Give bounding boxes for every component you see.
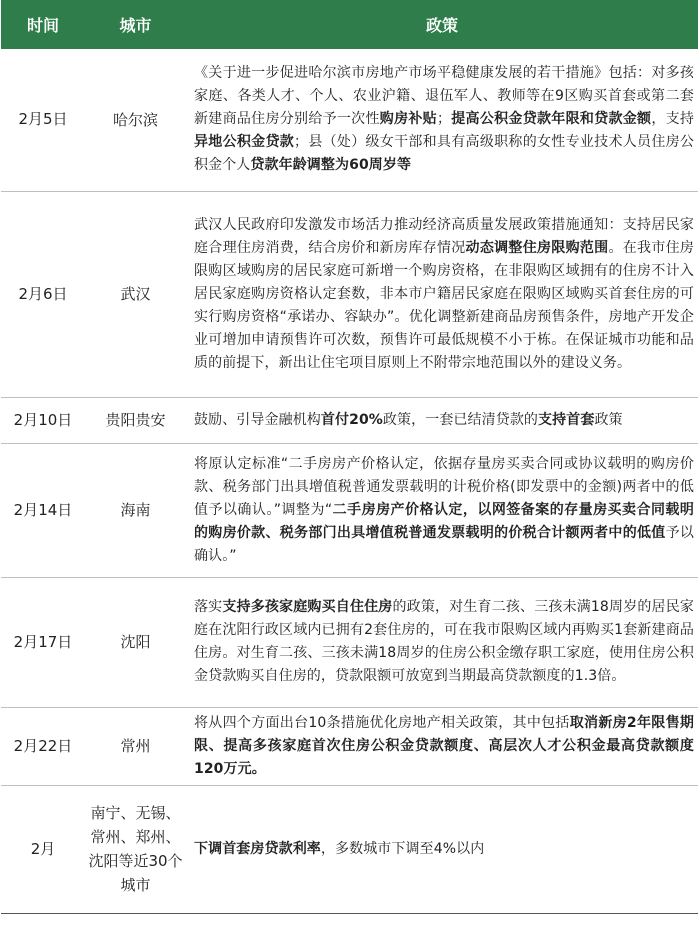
table-body	[1, 49, 698, 913]
row-date: 2月14日	[13, 500, 73, 519]
policy-text-bold: 首付20%	[320, 411, 383, 428]
row-policy	[186, 191, 698, 397]
policy-text-bold: 贷款年龄调整为60周岁等	[250, 157, 412, 174]
table-row	[1, 49, 698, 191]
row-policy	[186, 577, 698, 707]
row-policy	[186, 443, 698, 577]
row-city: 沈阳	[120, 633, 151, 651]
policy-text-bold: 支持多孩家庭购买自住住房	[222, 599, 393, 615]
row-date: 2月22日	[13, 736, 73, 755]
policy-text: 武汉人民政府印发激发市场活力推动经济高质量发展政策措施通知：支持居民家庭合理住房消费，结合房价和新房库存情况	[194, 216, 694, 256]
header-policy: 政策	[186, 0, 698, 49]
row-policy	[186, 397, 698, 443]
policy-text-bold: 支持首套	[538, 411, 595, 428]
policy-text-bold: 下调首套房贷款利率	[194, 840, 321, 857]
policy-text-bold: 二手房房产价格认定，以网签备案的存量房买卖合同载明的购房价款、税务部门出具增值税普通发票载明的价税合计额两者中的低值	[194, 501, 695, 541]
table-row	[1, 443, 698, 577]
policy-text-bold: 取消新房2年限售期限、提高多孩家庭首次住房公积金贷款额度、高层次人才公积金最高贷款额度120万元。	[194, 714, 694, 777]
row-date: 2月6日	[18, 284, 68, 303]
row-date: 2月5日	[18, 110, 68, 129]
policy-text: 政策，一套已结清贷款的	[382, 411, 539, 428]
policy-text: 《关于进一步促进哈尔滨市房地产市场平稳健康发展的若干措施》包括：对多孩家庭、各类人才、个人、农业沪籍、退伍军人、教师等在9区购买首套或第二套新建商品住房分别给予一次性	[194, 65, 694, 128]
policy-text: 将从四个方面出台10条措施优化房地产相关政策，其中包括	[194, 714, 570, 731]
table-row	[1, 707, 698, 785]
row-city: 海南	[120, 501, 151, 519]
policy-text: ，多数城市下调至4%以内	[320, 840, 485, 857]
policy-text: 鼓励、引导金融机构	[194, 411, 321, 428]
table-row	[1, 397, 698, 443]
policy-text: 予以确认。”	[194, 524, 694, 564]
table-row	[1, 191, 698, 397]
policy-text: 落实	[194, 599, 223, 615]
policy-text-bold: 提高公积金贷款年限和贷款金额	[451, 111, 652, 128]
row-policy	[186, 707, 698, 785]
row-city: 武汉	[120, 285, 151, 303]
row-city: 哈尔滨	[112, 110, 158, 129]
policy-text: 将原认定标准“二手房房产价格认定，依据存量房买卖合同或协议载明的购房价款、税务部门出具增值税普通发票载明的计税价格(即发票中的金额)两者中的低值予以确认。”调整为“	[194, 455, 694, 518]
row-date: 2月	[30, 839, 56, 858]
header-row	[1, 0, 698, 49]
table-row	[1, 577, 698, 707]
table-row	[1, 785, 698, 913]
policy-text: ，支持	[651, 111, 694, 128]
policy-text-bold: 动态调整住房限购范围	[465, 239, 609, 256]
policy-text: 的政策，对生育二孩、三孩未满18周岁的居民家庭在沈阳行政区域内已拥有2套住房的，可在我市限购区域内再购买1套新建商品住房。对生育二孩、三孩未满18周岁的住房公积金缴存职工家庭，使用住房公积金贷款购买自住房的，贷款限额可放宽到当期最高贷款额度的1.3倍。	[194, 599, 694, 684]
row-policy	[186, 785, 698, 913]
row-city: 南宁、无锡、常州、郑州、沈阳等近30个城市	[88, 804, 183, 894]
header-date: 时间	[1, 0, 85, 49]
policy-text: 。在我市住房限购区域购房的居民家庭可新增一个购房资格，在非限购区域拥有的住房不计入居民家庭购房资格认定套数，非本市户籍居民家庭在限购区域购买首套住房的可实行购房资格“承诺办、容缺办”。优化调整新建商品房预售条件，房地产开发企业可增加申请预售许可次数，预售许可最低规模不小于栋。在保证城市功能和品质的前提下，新出让住宅项目原则上不附带宗地范围以外的建设义务。	[194, 239, 695, 371]
row-city: 常州	[120, 737, 151, 755]
policy-text-bold: 购房补贴	[379, 111, 437, 128]
table-header	[1, 0, 698, 49]
policy-text: ；	[436, 111, 452, 128]
row-city: 贵阳贵安	[105, 411, 166, 429]
header-city: 城市	[85, 0, 186, 49]
policy-text-bold: 异地公积金贷款	[194, 134, 295, 151]
row-policy	[186, 49, 698, 191]
policy-text: ；县（处）级女干部和具有高级职称的女性专业技术人员住房公积金个人	[194, 134, 694, 174]
policy-text: 政策	[594, 411, 623, 428]
row-date: 2月17日	[13, 632, 73, 651]
row-date: 2月10日	[13, 410, 73, 429]
policy-table	[1, 0, 698, 914]
